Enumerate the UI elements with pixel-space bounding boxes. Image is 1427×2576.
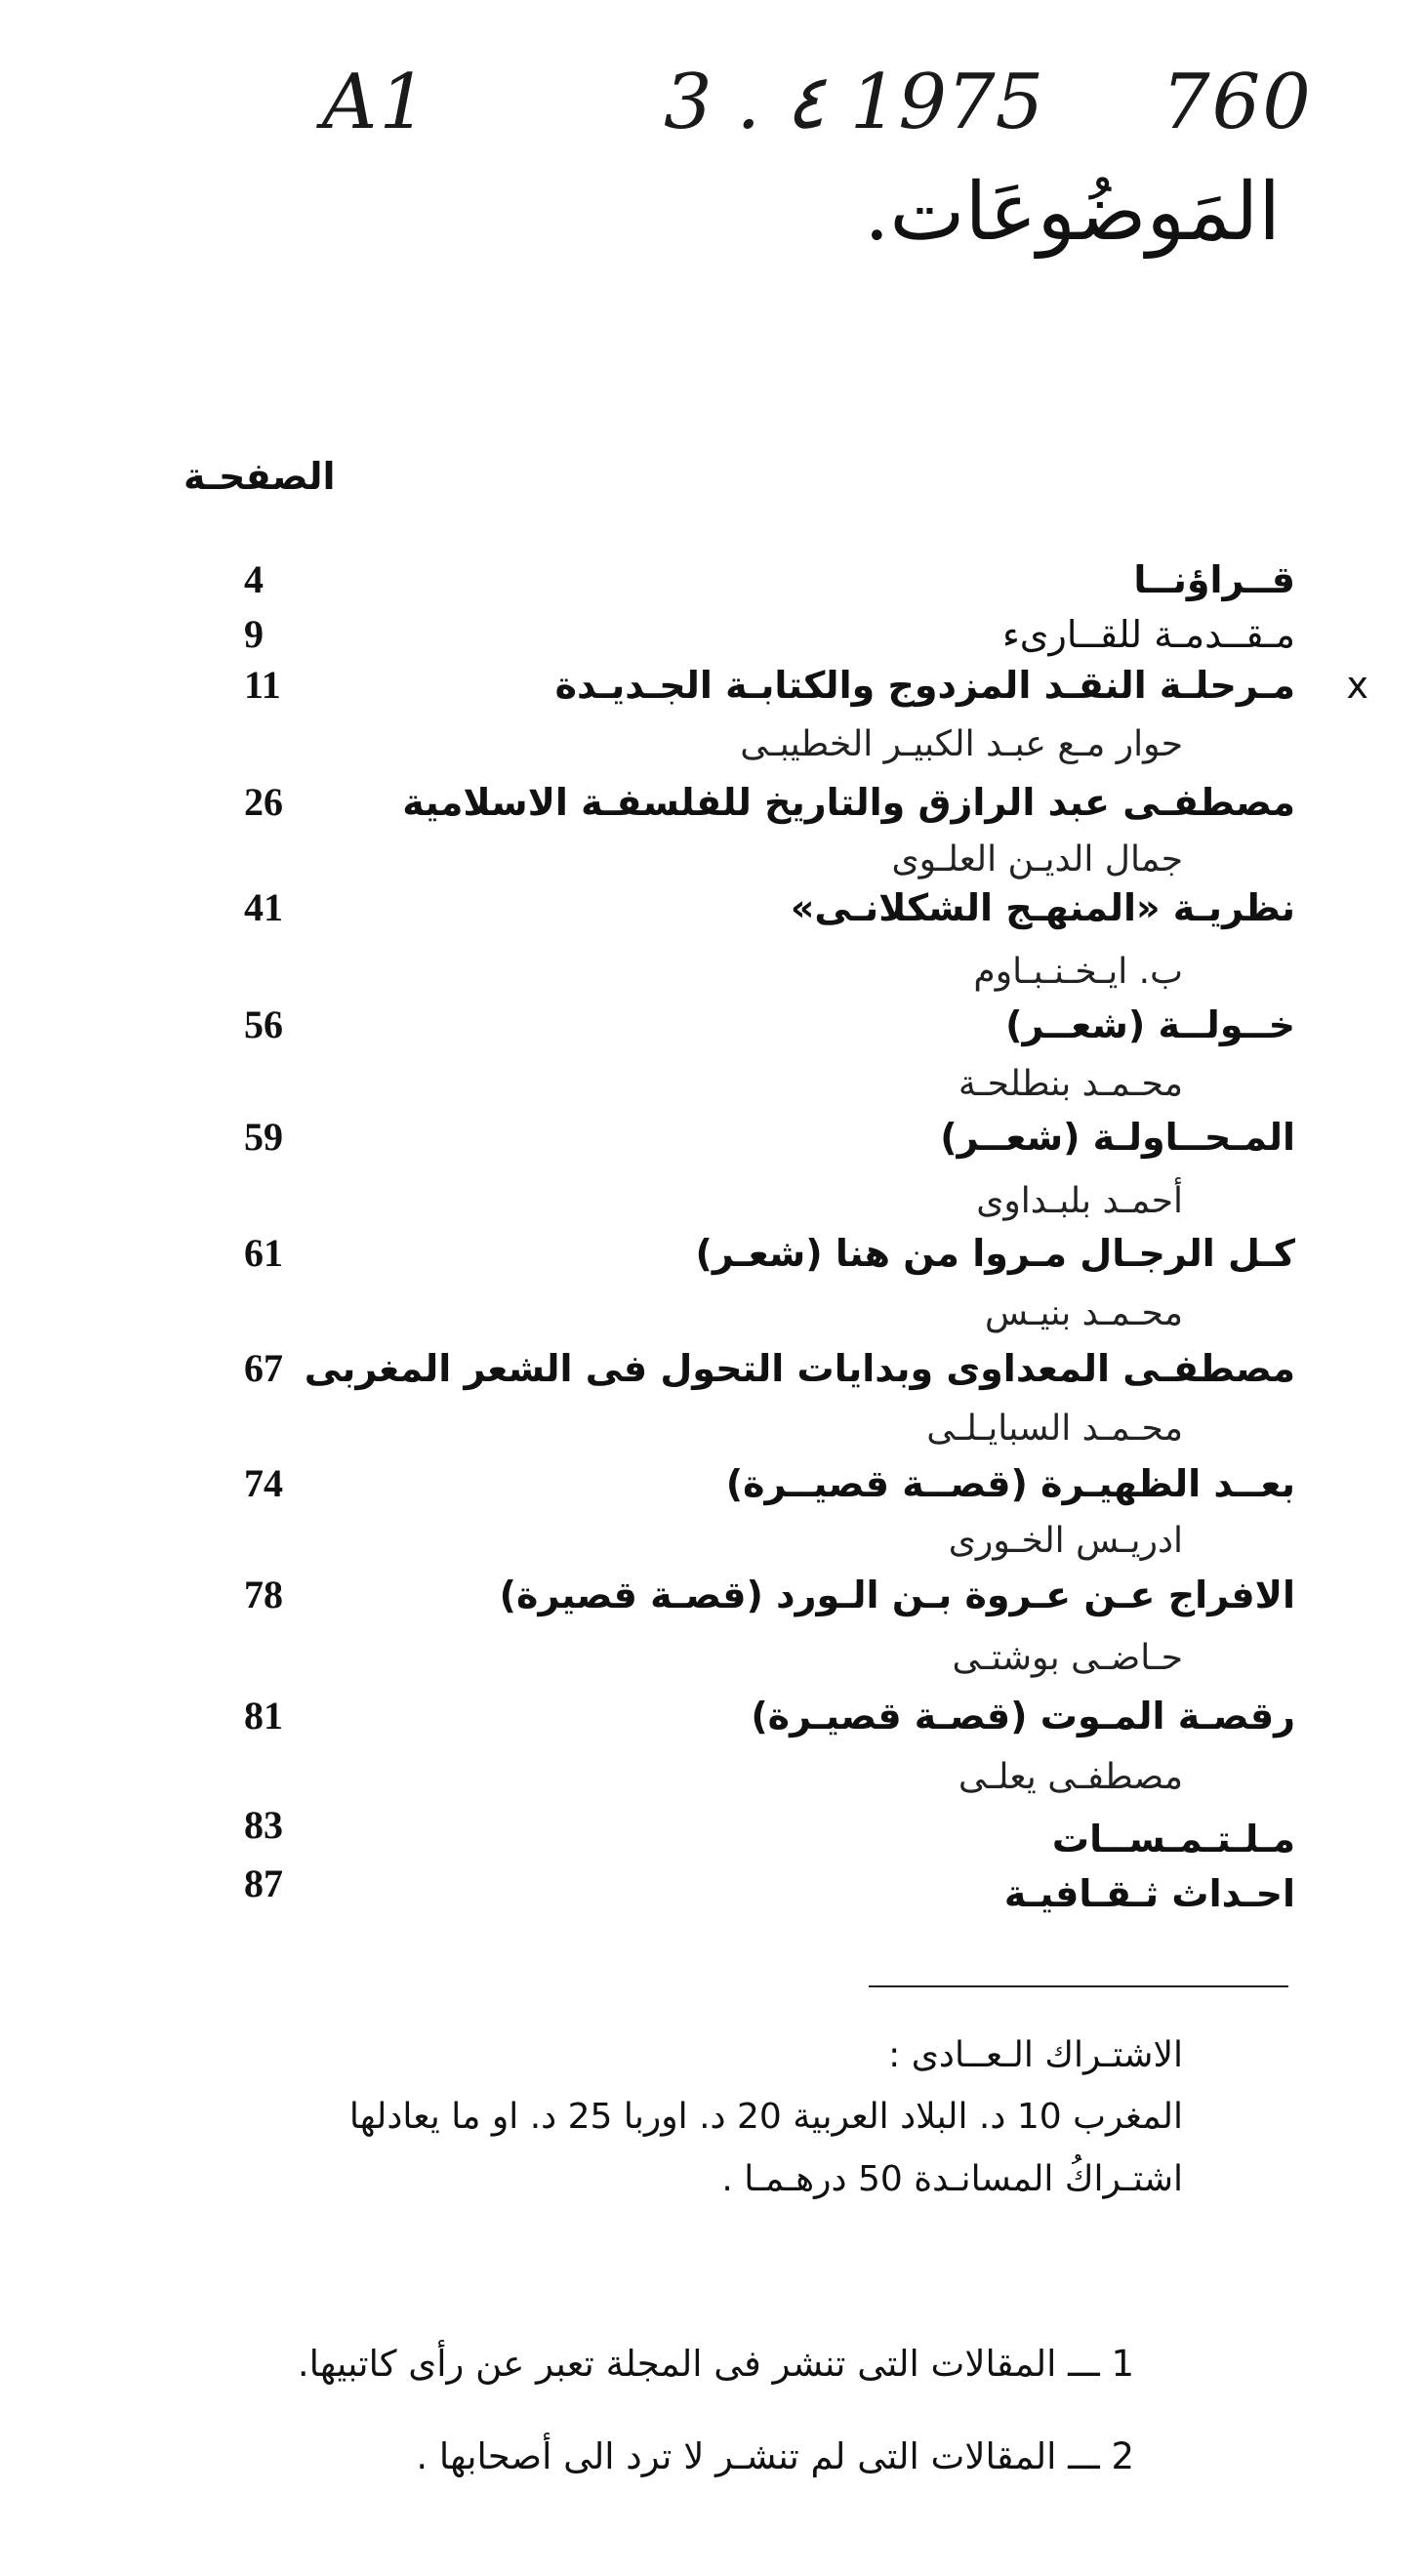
toc-entry-page: 78 xyxy=(244,1573,283,1616)
toc-entry-page: 56 xyxy=(244,1002,283,1046)
toc-entry-title: رقصـة المـوت (قصـة قصيـرة) xyxy=(751,1695,1295,1738)
handwritten-number: 760 xyxy=(1162,59,1313,146)
toc-entry-page: 9 xyxy=(244,612,264,656)
toc-entry-title: مصطفـى المعداوى وبدايات التحول فى الشعر المغربى xyxy=(304,1347,1295,1390)
toc-entry-page: 4 xyxy=(244,557,264,601)
note-item: 1 ـــ المقالات التى تنشر فى المجلة تعبر عن رأى كاتبيها. xyxy=(297,2343,1134,2385)
page-title: المَوضُوعَات. xyxy=(864,166,1281,259)
toc-entry-page: 83 xyxy=(244,1803,283,1847)
toc-entry-page: 11 xyxy=(244,663,281,707)
toc-entry-page: 26 xyxy=(244,780,283,824)
toc-entry-title: كـل الرجـال مـروا من هنا (شعـر) xyxy=(695,1232,1295,1275)
toc-entry-author: ب. ايـخـنـبـاوم xyxy=(973,952,1183,992)
toc-entry-author: محـمـد بنيـس xyxy=(985,1293,1183,1333)
toc-entry-page: 41 xyxy=(244,885,283,929)
toc-entry-author: مصطفـى يعلـى xyxy=(958,1757,1183,1797)
toc-entry-title: قــراؤنــا xyxy=(1133,558,1295,601)
toc-entry-title: احـداث ثـقـافيـة xyxy=(1003,1872,1295,1915)
toc-entry-author: أحمـد بلبـداوى xyxy=(976,1181,1183,1221)
handwritten-date: 3 . ٤ 1975 xyxy=(664,59,1044,146)
subscription-support: اشتـراكُ المسانـدة 50 درهـمـا . xyxy=(721,2159,1183,2199)
toc-entry-author: ادريـس الخـورى xyxy=(948,1521,1183,1561)
toc-entry-page: 59 xyxy=(244,1115,283,1159)
toc-entry-title: مـقــدمـة للقــارىء xyxy=(1001,613,1295,656)
toc-entry-title: خــولــة (شعــر) xyxy=(1005,1003,1295,1046)
toc-entry-author: حوار مـع عبـد الكبيـر الخطيبـى xyxy=(740,724,1183,764)
note-item: 2 ـــ المقالات التى لم تنشـر لا ترد الى أصحابها . xyxy=(416,2435,1134,2477)
toc-entry-page: 74 xyxy=(244,1461,283,1505)
toc-entry-title: نظريـة «المنهـج الشكلانـى» xyxy=(790,886,1295,929)
toc-entry-title: الافراج عـن عـروة بـن الـورد (قصـة قصيرة) xyxy=(499,1574,1295,1616)
toc-entry-title: مصطفـى عبد الرازق والتاريخ للفلسفـة الاسلامية xyxy=(402,781,1295,824)
toc-entry-title: بعــد الظهيـرة (قصــة قصيــرة) xyxy=(725,1462,1295,1505)
toc-entry-title: مـرحلـة النقـد المزدوج والكتابـة الجـديـدة xyxy=(554,664,1295,707)
page-column-label: الصفحـة xyxy=(183,455,336,498)
handwritten-code: A1 xyxy=(322,59,429,146)
toc-entry-title: المـحــاولـة (شعــر) xyxy=(940,1116,1295,1159)
toc-entry-author: حـاضـى بوشتـى xyxy=(952,1638,1183,1678)
toc-entry-page: 61 xyxy=(244,1231,283,1275)
toc-entry-author: جمال الديـن العلـوى xyxy=(891,839,1183,879)
toc-entry-title: مـلـتـمـســات xyxy=(1051,1818,1295,1860)
subscription-prices: المغرب 10 د. البلاد العربية 20 د. اوربا 25 د. او ما يعادلها xyxy=(348,2097,1183,2137)
divider-rule xyxy=(869,1985,1288,1987)
subscription-heading: الاشتـراك الـعــادى : xyxy=(888,2035,1183,2075)
toc-entry-page: 81 xyxy=(244,1694,283,1738)
toc-entry-author: محـمـد بنطلحـة xyxy=(958,1064,1183,1104)
toc-entry-author: محـمـد السبايـلـى xyxy=(926,1409,1183,1449)
toc-entry-page: 87 xyxy=(244,1861,283,1905)
toc-entry-page: 67 xyxy=(244,1346,283,1390)
handwritten-mark: x xyxy=(1346,664,1368,707)
